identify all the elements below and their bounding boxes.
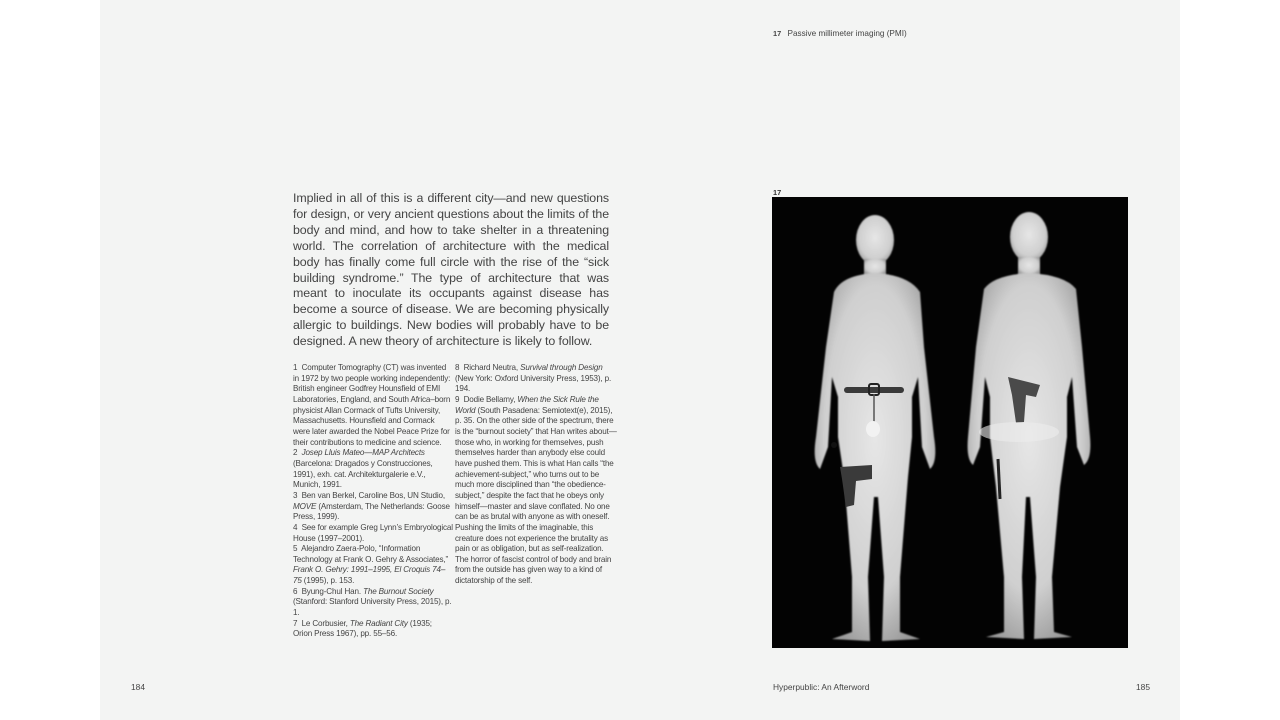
footnote: 6 Byung-Chul Han. The Burnout Society (Stanford: Stanford University Press, 2015), p. 1. (293, 586, 452, 618)
footnote: 3 Ben van Berkel, Caroline Bos, UN Studio, MOVE (Amsterdam, The Netherlands: Goose Press, 1999). (293, 490, 450, 522)
footnotes-column-1 (293, 363, 453, 640)
main-paragraph: Implied in all of this is a different city—and new questions for design, or very ancient questions about the limits of the body and mind, and how to take shelter in a threatening world. The correlation of architecture with the medical body has finally come full circle with the rise of the “sick building syndrome.” The type of architecture that was meant to inoculate its occupants against disease has become a source of disease. We are becoming physically allergic to buildings. New bodies will probably have to be designed. A new theory of architecture is likely to follow. (293, 191, 609, 349)
page-number-left: 184 (131, 682, 145, 692)
figure-label: 17 (773, 188, 782, 197)
body-scan-illustration (772, 197, 1128, 648)
caption-number: 17 (773, 29, 782, 38)
footnote: 1 Computer Tomography (CT) was invented in 1972 by two people working independently: British engineer Godfrey Hounsfield of EMI Laboratories, England, and South Africa–born physicist Allan Cormack of Tufts University, Massachusetts. Hounsfield and Cormack were later awarded the Nobel Peace Prize for their contributions to medicine and science. (293, 363, 451, 447)
footnote: 8 Richard Neutra, Survival through Design (New York: Oxford University Press, 1953), p. 194. (455, 363, 612, 394)
footnote: 4 See for example Greg Lynn’s Embryological House (1997–2001). (293, 522, 453, 543)
pmi-scan-image (772, 197, 1128, 648)
footnotes-column-2 (455, 363, 617, 587)
right-page (640, 0, 1180, 720)
figure-caption (773, 29, 907, 38)
footnote: 5 Alejandro Zaera-Polo, “Information Technology at Frank O. Gehry & Associates,” Frank O. Gehry: 1991–1995, El Croquis 74–75 (1995), p. 153. (293, 544, 449, 586)
page-number-right: 185 (1136, 682, 1150, 692)
book-spread (100, 0, 1180, 720)
footnote: 2 Josep Lluis Mateo—MAP Architects (Barcelona: Dragados y Construcciones, 1991), exh. cat. Architekturgalerie e.V., Munich, 1991. (293, 448, 433, 490)
footnote: 9 Dodie Bellamy, When the Sick Rule the World (South Pasadena: Semiotext(e), 2015), p. 35. On the other side of the spectrum, there is the “burnout society” that Han writes about—those who, in working for themselves, push themselves harder than anybody else could have pushed them. This is what Han calls “the achievement-subject,” who turns out to be much more disciplined than “the obedience-subject,” despite the fact that he obeys only himself—master and slave conflated. No one can be as brutal with anyone as with oneself. Pushing the limits of the imaginable, this creature does not experience the brutality as pain or as obligation, but as self-realization. The horror of fascist control of body and brain from the outside has given way to a kind of dictatorship of the self. (455, 394, 617, 586)
footnote: 7 Le Corbusier, The Radiant City (1935; Orion Press 1967), pp. 55–56. (293, 618, 432, 639)
running-head: Hyperpublic: An Afterword (773, 682, 870, 692)
caption-text: Passive millimeter imaging (PMI) (787, 29, 907, 38)
left-page (100, 0, 640, 720)
